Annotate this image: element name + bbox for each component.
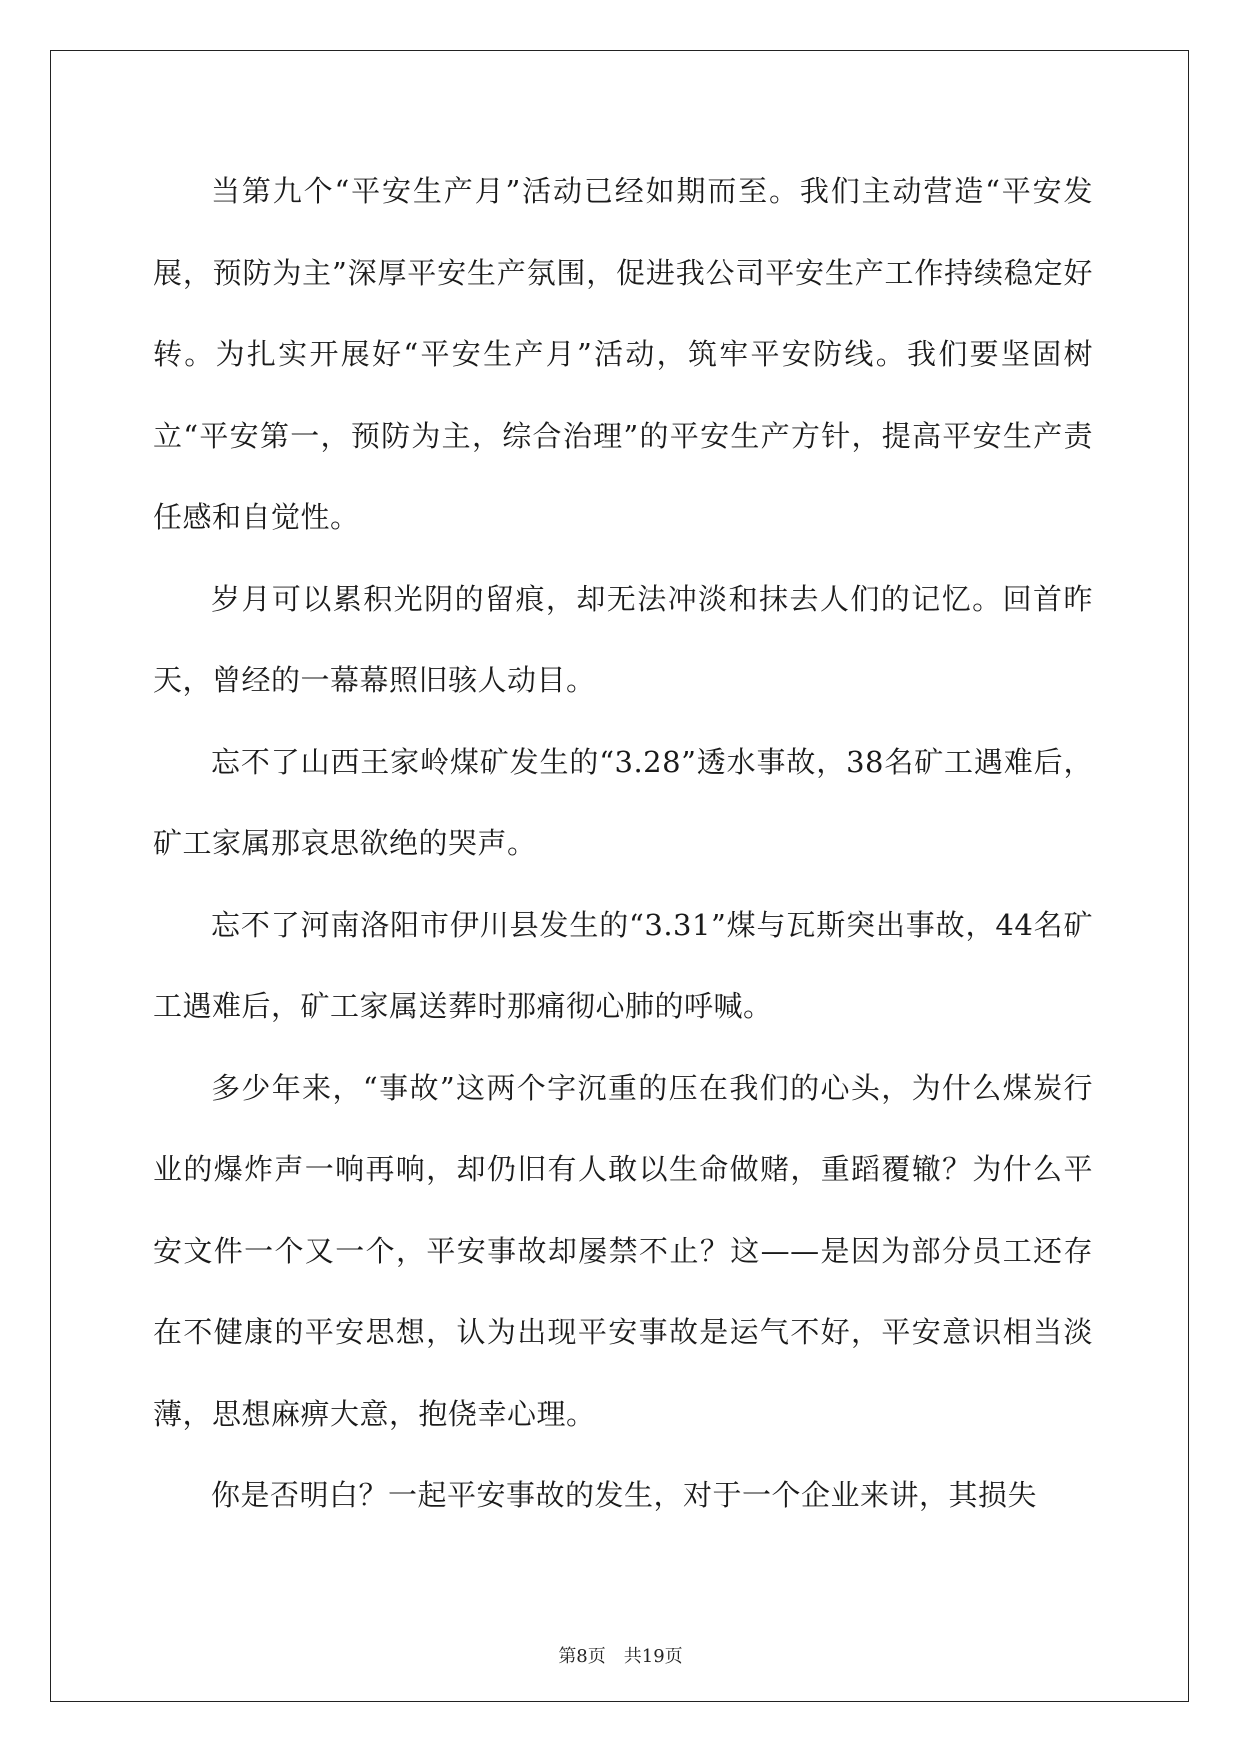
paragraph-memory: 岁月可以累积光阴的留痕，却无法冲淡和抹去人们的记忆。回首昨天，曾经的一幕幕照旧骇人动目。 [153,581,1093,697]
document-body [153,151,1093,1537]
page-number: 第8页 [558,1646,606,1667]
paragraph-shanxi-accident: 忘不了山西王家岭煤矿发生的“3.28”透水事故，38名矿工遇难后，矿工家属那哀思欲绝的哭声。 [153,744,1093,860]
paragraph-reflection: 多少年来，“事故”这两个字沉重的压在我们的心头，为什么煤炭行业的爆炸声一响再响，却仍旧有人敢以生命做赌，重蹈覆辙？为什么平安文件一个又一个，平安事故却屡禁不止？这——是因为部分员工还存在不健康的平安思想，认为出现平安事故是运气不好，平安意识相当淡薄，思想麻痹大意，抱侥幸心理。 [153,1070,1093,1431]
paragraph-henan-accident: 忘不了河南洛阳市伊川县发生的“3.31”煤与瓦斯突出事故，44名矿工遇难后，矿工家属送葬时那痛彻心肺的呼喊。 [153,907,1093,1023]
paragraph-safety-month: 当第九个“平安生产月”活动已经如期而至。我们主动营造“平安发展，预防为主”深厚平安生产氛围，促进我公司平安生产工作持续稳定好转。为扎实开展好“平安生产月”活动，筑牢平安防线。我们要坚固树立“平安第一，预防为主，综合治理”的平安生产方针，提高平安生产责任感和自觉性。 [153,174,1093,534]
paragraph-losses: 你是否明白？一起平安事故的发生，对于一个企业来讲，其损失 [211,1478,1038,1512]
page-total: 共19页 [623,1646,683,1667]
page-footer [0,1642,1241,1668]
